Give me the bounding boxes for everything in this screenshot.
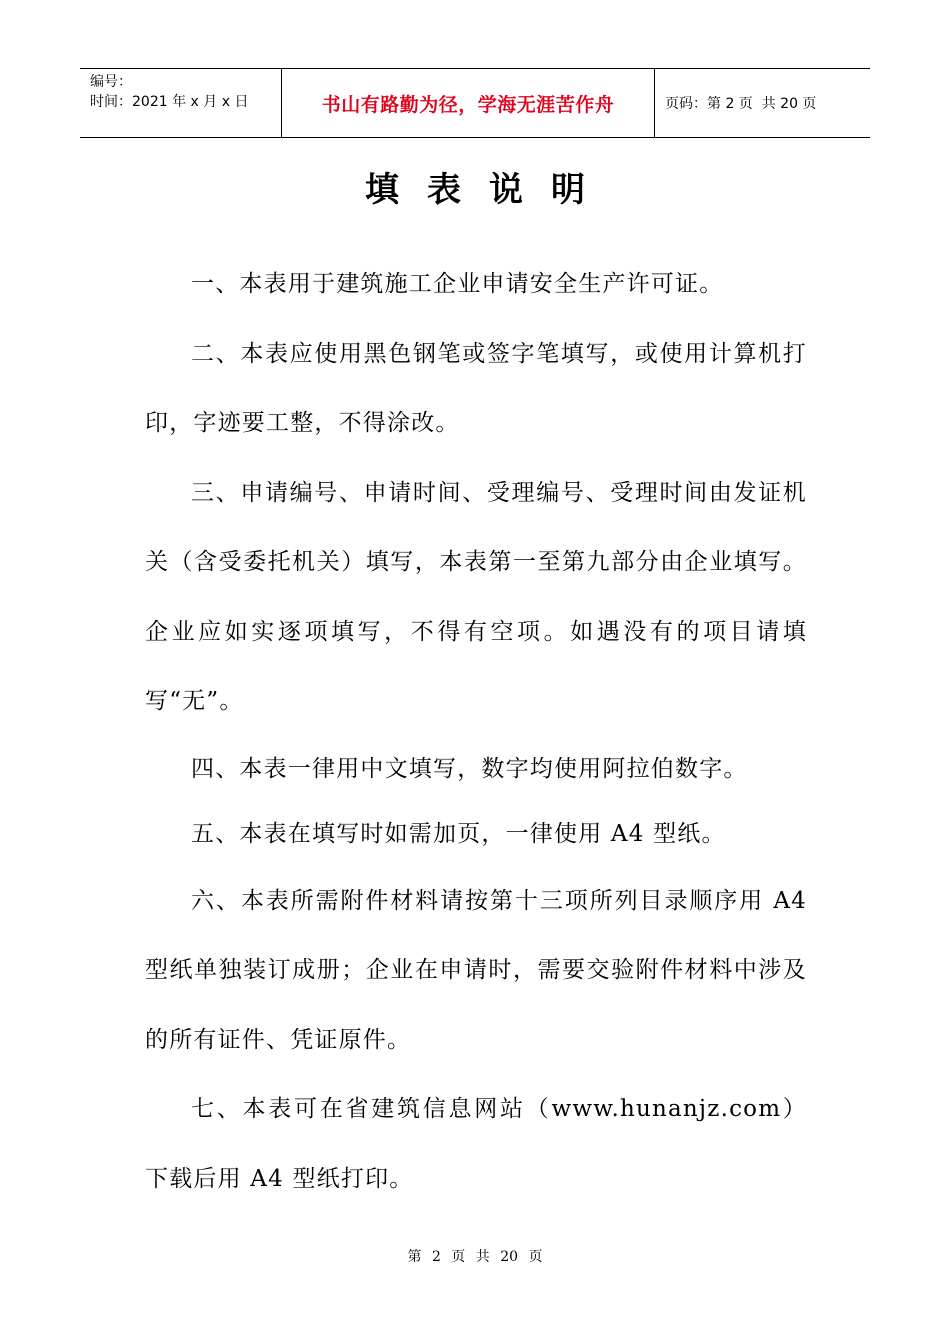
instruction-paragraph-4: 四、本表一律用中文填写，数字均使用阿拉伯数字。	[191, 755, 748, 782]
header-meta-cell	[80, 69, 282, 137]
header-page-info: 页码：第 2 页 共 20 页	[665, 96, 817, 112]
header-page-info-cell	[655, 69, 870, 137]
document-number-label: 编号：	[90, 74, 132, 90]
document-time-label: 时间：2021 年 x 月 x 日	[90, 94, 249, 110]
instruction-paragraph-2: 二、本表应使用黑色钢笔或签字笔填写，或使用计算机打印，字迹要工整，不得涂改。	[145, 340, 807, 436]
page-title: 填表说明	[365, 170, 613, 210]
header-table	[80, 68, 870, 138]
header-motto: 书山有路勤为径，学海无涯苦作舟	[282, 69, 655, 137]
instruction-paragraph-7: 七、本表可在省建筑信息网站（www.hunanjz.com）下载后用 A4 型纸打印。	[145, 1096, 807, 1192]
instruction-paragraph-3: 三、申请编号、申请时间、受理编号、受理时间由发证机关（含受委托机关）填写，本表第一至第九部分由企业填写。企业应如实逐项填写，不得有空项。如遇没有的项目请填写“无”。	[145, 479, 807, 714]
instruction-paragraph-6: 六、本表所需附件材料请按第十三项所列目录顺序用 A4 型纸单独装订成册；企业在申请时，需要交验附件材料中涉及的所有证件、凭证原件。	[145, 887, 807, 1053]
instructions-body	[145, 250, 807, 1214]
instruction-paragraph-5: 五、本表在填写时如需加页，一律使用 A4 型纸。	[191, 820, 726, 847]
page-footer: 第 2 页 共 20 页	[407, 1249, 543, 1265]
instruction-paragraph-1: 一、本表用于建筑施工企业申请安全生产许可证。	[191, 271, 724, 297]
